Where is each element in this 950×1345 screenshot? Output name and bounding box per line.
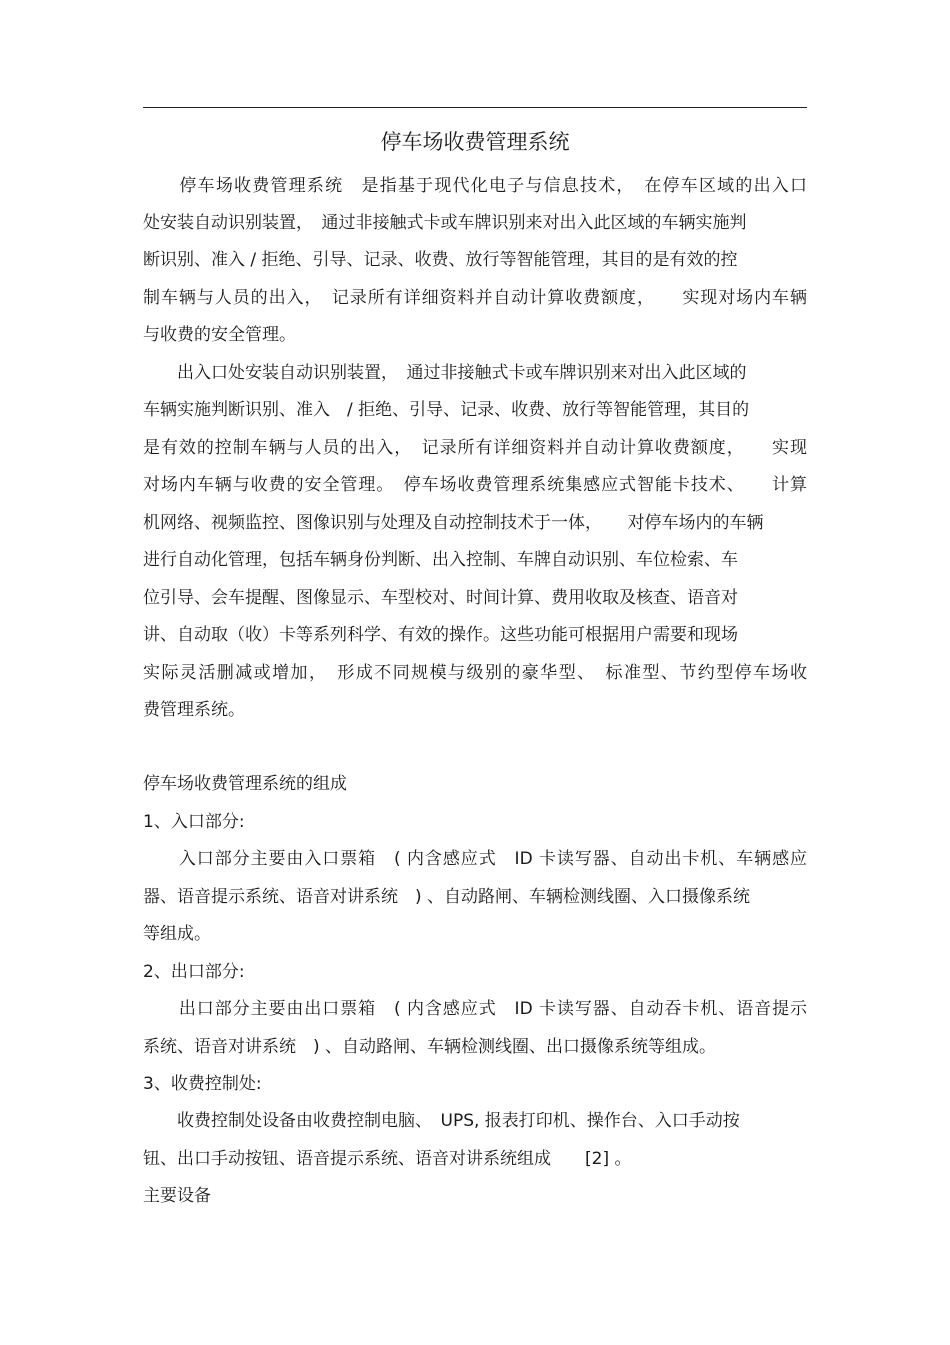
body-line: 停车场收费管理系统 是指基于现代化电子与信息技术， 在停车区域的出入口 xyxy=(143,176,807,196)
body-line: 系统、语音对讲系统 ) 、自动路闸、车辆检测线圈、出口摄像系统等组成。 xyxy=(143,1037,717,1057)
body-line: 收费控制处设备由收费控制电脑、 UPS, 报表打印机、操作台、入口手动按 xyxy=(143,1111,740,1131)
body-line: 出口部分主要由出口票箱 ( 内含感应式 ID 卡读写器、自动吞卡机、语音提示 xyxy=(143,999,807,1019)
body-line: 入口部分主要由入口票箱 ( 内含感应式 ID 卡读写器、自动出卡机、车辆感应 xyxy=(143,849,807,869)
body-line: 进行自动化管理，包括车辆身份判断、出入控制、车牌自动识别、车位检索、车 xyxy=(143,550,738,570)
body-line: 对场内车辆与收费的安全管理。 停车场收费管理系统集感应式智能卡技术、 计算 xyxy=(143,475,807,495)
body-line: 钮、出口手动按钮、语音提示系统、语音对讲系统组成 [2] 。 xyxy=(143,1149,632,1169)
body-line: 等组成。 xyxy=(143,924,211,944)
body-line: 是有效的控制车辆与人员的出入， 记录所有详细资料并自动计算收费额度， 实现 xyxy=(143,438,807,458)
body-line: 讲、自动取（收）卡等系列科学、有效的操作。这些功能可根据用户需要和现场 xyxy=(143,625,738,645)
subsection-heading: 3、收费控制处: xyxy=(143,1074,262,1094)
subsection-heading: 2、出口部分: xyxy=(143,962,245,982)
section-heading: 停车场收费管理系统的组成 xyxy=(143,774,347,794)
body-line: 制车辆与人员的出入， 记录所有详细资料并自动计算收费额度， 实现对场内车辆 xyxy=(143,288,807,308)
body-line: 断识别、准入 / 拒绝、引导、记录、收费、放行等智能管理，其目的是有效的控 xyxy=(143,250,738,270)
body-line: 处安装自动识别装置， 通过非接触式卡或车牌识别来对出入此区域的车辆实施判 xyxy=(143,213,747,233)
body-line: 实际灵活删减或增加， 形成不同规模与级别的豪华型、 标准型、节约型停车场收 xyxy=(143,663,807,683)
body-line: 位引导、会车提醒、图像显示、车型校对、时间计算、费用收取及核查、语音对 xyxy=(143,588,738,608)
body-line: 车辆实施判断识别、准入 / 拒绝、引导、记录、收费、放行等智能管理，其目的 xyxy=(143,400,750,420)
body-line: 器、语音提示系统、语音对讲系统 ) 、自动路闸、车辆检测线圈、入口摄像系统 xyxy=(143,887,751,907)
body-line: 机网络、视频监控、图像识别与处理及自动控制技术于一体， 对停车场内的车辆 xyxy=(143,513,764,533)
body-line: 费管理系统。 xyxy=(143,700,245,720)
body-line: 出入口处安装自动识别装置， 通过非接触式卡或车牌识别来对出入此区域的 xyxy=(143,363,747,383)
header-rule xyxy=(143,107,807,108)
body-line: 与收费的安全管理。 xyxy=(143,325,296,345)
section-heading: 主要设备 xyxy=(143,1186,211,1206)
document-title: 停车场收费管理系统 xyxy=(380,130,570,154)
subsection-heading: 1、入口部分: xyxy=(143,812,245,832)
